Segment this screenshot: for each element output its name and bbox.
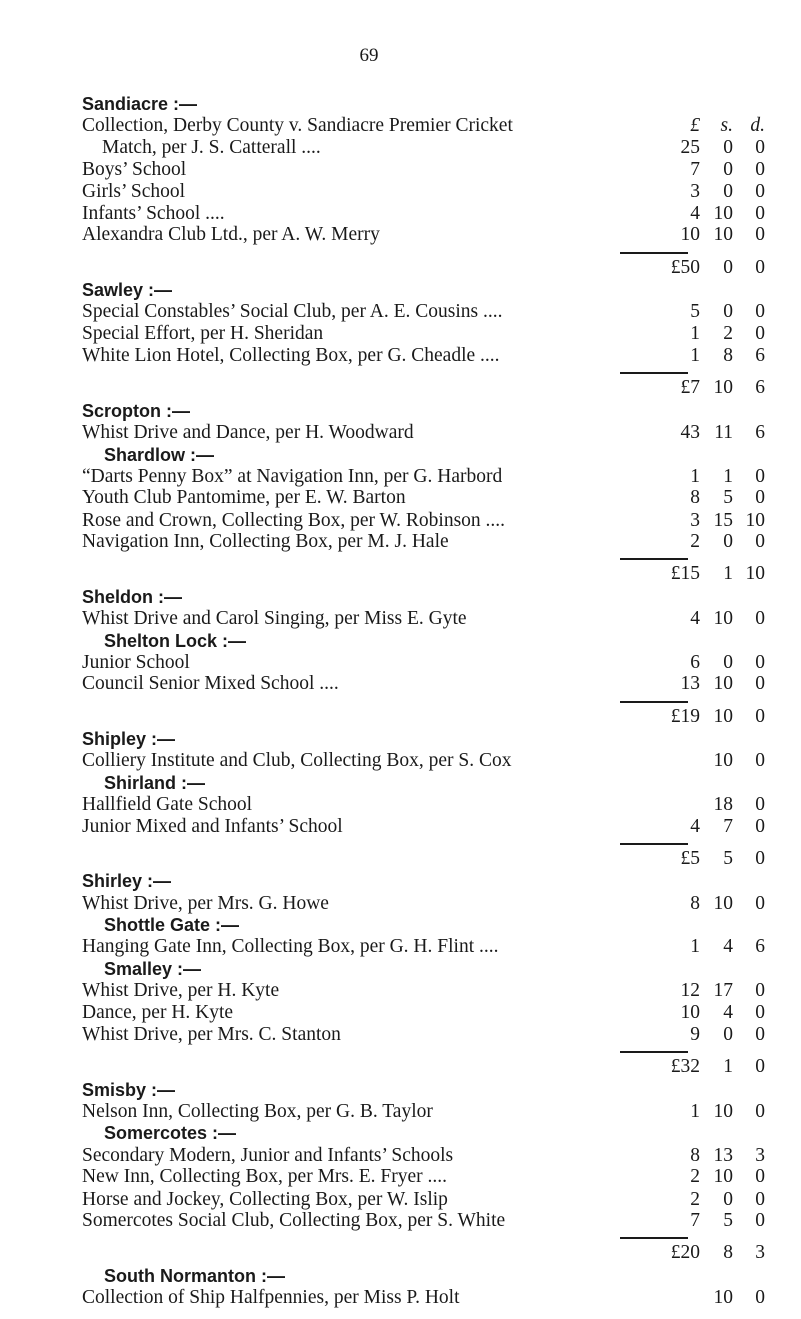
amount-pounds: 8 bbox=[690, 893, 700, 914]
amount-shillings: 0 bbox=[723, 1189, 733, 1210]
amount-pence: 0 bbox=[755, 608, 765, 629]
total-pounds: £32 bbox=[670, 1056, 700, 1077]
amount-shillings: 0 bbox=[723, 137, 733, 158]
amount-pence: 3 bbox=[755, 1145, 765, 1166]
section-total bbox=[82, 1241, 765, 1265]
amount-pence: 0 bbox=[755, 301, 765, 322]
amount-shillings: 10 bbox=[713, 893, 733, 914]
ledger-entry bbox=[82, 1023, 765, 1047]
amount-pence: 0 bbox=[755, 137, 765, 158]
amount-shillings: 10 bbox=[713, 1101, 733, 1122]
section-heading-text: South Normanton :— bbox=[104, 1266, 285, 1286]
total-pence: 0 bbox=[755, 1056, 765, 1077]
amount-shillings: 5 bbox=[723, 487, 733, 508]
total-shillings: 8 bbox=[723, 1242, 733, 1263]
entry-description: Secondary Modern, Junior and Infants’ Schools bbox=[82, 1145, 454, 1166]
section-heading-text: Sawley :— bbox=[82, 280, 173, 300]
section-heading-shirland bbox=[82, 771, 702, 795]
total-pounds: £5 bbox=[680, 848, 700, 869]
total-pence: 0 bbox=[755, 848, 765, 869]
amount-pence: 10 bbox=[745, 510, 765, 531]
total-pounds: £50 bbox=[670, 257, 700, 278]
amount-shillings: 2 bbox=[723, 323, 733, 344]
entry-description: Alexandra Club Ltd., per A. W. Merry bbox=[82, 224, 380, 245]
amount-pence: 0 bbox=[755, 652, 765, 673]
total-pounds: £7 bbox=[680, 377, 700, 398]
amount-pounds: 10 bbox=[680, 224, 700, 245]
entry-description: White Lion Hotel, Collecting Box, per G. Cheadle .... bbox=[82, 345, 500, 366]
ledger-entry bbox=[82, 158, 765, 182]
total-shillings: 5 bbox=[723, 848, 733, 869]
total-rule bbox=[620, 1237, 688, 1239]
total-shillings: 1 bbox=[723, 1056, 733, 1077]
amount-pounds: 43 bbox=[680, 422, 700, 443]
amount-pence: 0 bbox=[755, 750, 765, 771]
amount-shillings: 10 bbox=[713, 203, 733, 224]
section-heading-text: Somercotes :— bbox=[104, 1123, 237, 1143]
amount-pounds: 6 bbox=[690, 652, 700, 673]
entry-description: Whist Drive and Dance, per H. Woodward bbox=[82, 422, 414, 443]
total-rule bbox=[620, 843, 688, 845]
amount-shillings: 17 bbox=[713, 980, 733, 1001]
amount-shillings: 18 bbox=[713, 794, 733, 815]
section-heading-south-normanton bbox=[82, 1264, 702, 1288]
ledger-entry bbox=[82, 815, 765, 839]
ledger-entry bbox=[82, 979, 765, 1003]
section-heading-smalley bbox=[82, 957, 702, 981]
ledger-entry bbox=[82, 530, 765, 554]
ledger-entry bbox=[82, 136, 765, 160]
amount-pence: 0 bbox=[755, 466, 765, 487]
amount-shillings: 4 bbox=[723, 936, 733, 957]
section-total bbox=[82, 1055, 765, 1079]
amount-pence: 0 bbox=[755, 203, 765, 224]
amount-pounds: 4 bbox=[690, 816, 700, 837]
total-pence: 0 bbox=[755, 706, 765, 727]
amount-pence: 0 bbox=[755, 1024, 765, 1045]
section-total bbox=[82, 847, 765, 871]
entry-description: Whist Drive, per H. Kyte bbox=[82, 980, 280, 1001]
amount-shillings: 10 bbox=[713, 608, 733, 629]
ledger-entry bbox=[82, 935, 765, 959]
entry-description: Dance, per H. Kyte bbox=[82, 1002, 234, 1023]
amount-shillings: 1 bbox=[723, 466, 733, 487]
amount-shillings: 10 bbox=[713, 1166, 733, 1187]
entry-description: Nelson Inn, Collecting Box, per G. B. Taylor bbox=[82, 1101, 433, 1122]
ledger-entry bbox=[82, 344, 765, 368]
amount-pounds: 4 bbox=[690, 203, 700, 224]
section-total bbox=[82, 562, 765, 586]
ledger-entry bbox=[82, 486, 765, 510]
total-pounds: £15 bbox=[670, 563, 700, 584]
total-rule bbox=[620, 1051, 688, 1053]
total-pence: 6 bbox=[755, 377, 765, 398]
amount-shillings: 0 bbox=[723, 652, 733, 673]
amount-pence: 6 bbox=[755, 422, 765, 443]
amount-pence: 6 bbox=[755, 936, 765, 957]
amount-shillings: 8 bbox=[723, 345, 733, 366]
total-pence: 10 bbox=[745, 563, 765, 584]
amount-pence: 0 bbox=[755, 1189, 765, 1210]
section-total bbox=[82, 376, 765, 400]
ledger-entry bbox=[82, 793, 765, 817]
entry-description: Collection of Ship Halfpennies, per Miss P. Holt bbox=[82, 1287, 460, 1308]
amount-pounds: 3 bbox=[690, 181, 700, 202]
section-heading-text: Shardlow :— bbox=[104, 445, 215, 465]
amount-shillings: 0 bbox=[723, 301, 733, 322]
amount-pounds: 8 bbox=[690, 1145, 700, 1166]
ledger-entry bbox=[82, 749, 765, 773]
amount-pence: 0 bbox=[755, 893, 765, 914]
section-heading-text: Smalley :— bbox=[104, 959, 202, 979]
amount-pence: 0 bbox=[755, 159, 765, 180]
amount-shillings: 5 bbox=[723, 1210, 733, 1231]
entry-description: Navigation Inn, Collecting Box, per M. J. Hale bbox=[82, 531, 449, 552]
amount-pounds: 5 bbox=[690, 301, 700, 322]
section-heading-text: Shirland :— bbox=[104, 773, 206, 793]
section-heading-sheldon bbox=[82, 585, 702, 609]
amount-pence: 0 bbox=[755, 673, 765, 694]
amount-pounds: 2 bbox=[690, 1189, 700, 1210]
entry-description: Whist Drive, per Mrs. C. Stanton bbox=[82, 1024, 341, 1045]
header-shillings: s. bbox=[720, 115, 733, 136]
amount-pounds: 1 bbox=[690, 323, 700, 344]
amount-pounds: 12 bbox=[680, 980, 700, 1001]
section-heading-text: Shottle Gate :— bbox=[104, 915, 240, 935]
ledger-entry bbox=[82, 223, 765, 247]
entry-description: Junior Mixed and Infants’ School bbox=[82, 816, 343, 837]
amount-pence: 0 bbox=[755, 1210, 765, 1231]
section-heading-shelton-lock bbox=[82, 629, 702, 653]
entry-description: Whist Drive, per Mrs. G. Howe bbox=[82, 893, 329, 914]
header-pence: d. bbox=[750, 115, 765, 136]
amount-shillings: 10 bbox=[713, 1287, 733, 1308]
amount-pounds: 10 bbox=[680, 1002, 700, 1023]
entry-description: New Inn, Collecting Box, per Mrs. E. Fryer .... bbox=[82, 1166, 448, 1187]
total-shillings: 10 bbox=[713, 377, 733, 398]
entry-description: Council Senior Mixed School .... bbox=[82, 673, 339, 694]
amount-pounds: 7 bbox=[690, 159, 700, 180]
amount-pence: 0 bbox=[755, 1287, 765, 1308]
section-total bbox=[82, 256, 765, 280]
amount-pence: 0 bbox=[755, 323, 765, 344]
amount-shillings: 11 bbox=[714, 422, 733, 443]
total-shillings: 10 bbox=[713, 706, 733, 727]
section-heading-text: Sandiacre :— bbox=[82, 94, 198, 114]
amount-shillings: 0 bbox=[723, 181, 733, 202]
column-headers bbox=[82, 114, 765, 138]
total-rule bbox=[620, 372, 688, 374]
section-heading-text: Scropton :— bbox=[82, 401, 190, 421]
amount-shillings: 7 bbox=[723, 816, 733, 837]
entry-description: Boys’ School bbox=[82, 159, 187, 180]
entry-description: Match, per J. S. Catterall .... bbox=[102, 137, 321, 158]
section-heading-text: Smisby :— bbox=[82, 1080, 176, 1100]
total-rule bbox=[620, 558, 688, 560]
amount-pence: 6 bbox=[755, 345, 765, 366]
amount-pence: 0 bbox=[755, 1166, 765, 1187]
total-shillings: 0 bbox=[723, 257, 733, 278]
entry-description: Whist Drive and Carol Singing, per Miss E. Gyte bbox=[82, 608, 467, 629]
entry-description: “Darts Penny Box” at Navigation Inn, per G. Harbord bbox=[82, 466, 503, 487]
ledger-entry bbox=[82, 1209, 765, 1233]
amount-pounds: 7 bbox=[690, 1210, 700, 1231]
amount-pounds: 8 bbox=[690, 487, 700, 508]
page-number: 69 bbox=[359, 45, 379, 66]
header-pounds: £ bbox=[690, 115, 700, 136]
section-heading-shardlow bbox=[82, 443, 702, 467]
entry-description: Special Effort, per H. Sheridan bbox=[82, 323, 324, 344]
amount-pounds: 9 bbox=[690, 1024, 700, 1045]
amount-pence: 0 bbox=[755, 224, 765, 245]
amount-shillings: 10 bbox=[713, 750, 733, 771]
section-heading-text: Sheldon :— bbox=[82, 587, 182, 607]
amount-shillings: 13 bbox=[713, 1145, 733, 1166]
amount-pounds: 3 bbox=[690, 510, 700, 531]
entry-description: Collection, Derby County v. Sandiacre Premier Cricket bbox=[82, 115, 513, 136]
entry-description: Special Constables’ Social Club, per A. E. Cousins .... bbox=[82, 301, 503, 322]
entry-description: Somercotes Social Club, Collecting Box, per S. White bbox=[82, 1210, 506, 1231]
amount-pounds: 4 bbox=[690, 608, 700, 629]
entry-description: Horse and Jockey, Collecting Box, per W. Islip bbox=[82, 1189, 448, 1210]
entry-description: Infants’ School .... bbox=[82, 203, 225, 224]
amount-shillings: 0 bbox=[723, 531, 733, 552]
amount-pounds: 1 bbox=[690, 466, 700, 487]
entry-description: Junior School bbox=[82, 652, 190, 673]
ledger-entry bbox=[82, 180, 765, 204]
amount-shillings: 0 bbox=[723, 1024, 733, 1045]
entry-description: Hanging Gate Inn, Collecting Box, per G. H. Flint .... bbox=[82, 936, 499, 957]
section-heading-text: Shirley :— bbox=[82, 871, 172, 891]
section-heading-text: Shelton Lock :— bbox=[104, 631, 247, 651]
amount-pounds: 1 bbox=[690, 345, 700, 366]
section-heading-somercotes bbox=[82, 1121, 702, 1145]
amount-shillings: 10 bbox=[713, 673, 733, 694]
amount-pence: 0 bbox=[755, 1101, 765, 1122]
total-rule bbox=[620, 701, 688, 703]
amount-pence: 0 bbox=[755, 816, 765, 837]
amount-pounds: 1 bbox=[690, 1101, 700, 1122]
section-heading-shipley bbox=[82, 727, 702, 751]
amount-shillings: 10 bbox=[713, 224, 733, 245]
amount-pence: 0 bbox=[755, 531, 765, 552]
section-heading-sawley bbox=[82, 278, 702, 302]
section-heading-shirley bbox=[82, 869, 702, 893]
section-total bbox=[82, 705, 765, 729]
total-pounds: £20 bbox=[670, 1242, 700, 1263]
total-pence: 0 bbox=[755, 257, 765, 278]
entry-description: Girls’ School bbox=[82, 181, 186, 202]
total-shillings: 1 bbox=[723, 563, 733, 584]
amount-pounds: 25 bbox=[680, 137, 700, 158]
total-rule bbox=[620, 252, 688, 254]
amount-pounds: 2 bbox=[690, 1166, 700, 1187]
amount-pounds: 1 bbox=[690, 936, 700, 957]
amount-pence: 0 bbox=[755, 794, 765, 815]
section-heading-text: Shipley :— bbox=[82, 729, 176, 749]
amount-pence: 0 bbox=[755, 181, 765, 202]
amount-pence: 0 bbox=[755, 980, 765, 1001]
amount-shillings: 0 bbox=[723, 159, 733, 180]
section-heading-scropton bbox=[82, 399, 702, 423]
entry-description: Colliery Institute and Club, Collecting Box, per S. Cox bbox=[82, 750, 512, 771]
ledger-entry bbox=[82, 1286, 765, 1310]
amount-pence: 0 bbox=[755, 1002, 765, 1023]
amount-shillings: 15 bbox=[713, 510, 733, 531]
section-heading-sandiacre bbox=[82, 92, 702, 116]
total-pence: 3 bbox=[755, 1242, 765, 1263]
section-heading-shottle-gate bbox=[82, 913, 702, 937]
amount-pounds: 2 bbox=[690, 531, 700, 552]
ledger-entry bbox=[82, 322, 765, 346]
total-pounds: £19 bbox=[670, 706, 700, 727]
amount-shillings: 4 bbox=[723, 1002, 733, 1023]
section-heading-smisby bbox=[82, 1078, 702, 1102]
ledger-entry bbox=[82, 672, 765, 696]
ledger-entry bbox=[82, 607, 765, 631]
ledger-entry bbox=[82, 1165, 765, 1189]
entry-description: Hallfield Gate School bbox=[82, 794, 253, 815]
ledger-entry bbox=[82, 421, 765, 445]
entry-description: Youth Club Pantomime, per E. W. Barton bbox=[82, 487, 406, 508]
entry-description: Rose and Crown, Collecting Box, per W. Robinson .... bbox=[82, 510, 506, 531]
ledger-entry bbox=[82, 1001, 765, 1025]
amount-pounds: 13 bbox=[680, 673, 700, 694]
ledger-entry bbox=[82, 300, 765, 324]
amount-pence: 0 bbox=[755, 487, 765, 508]
